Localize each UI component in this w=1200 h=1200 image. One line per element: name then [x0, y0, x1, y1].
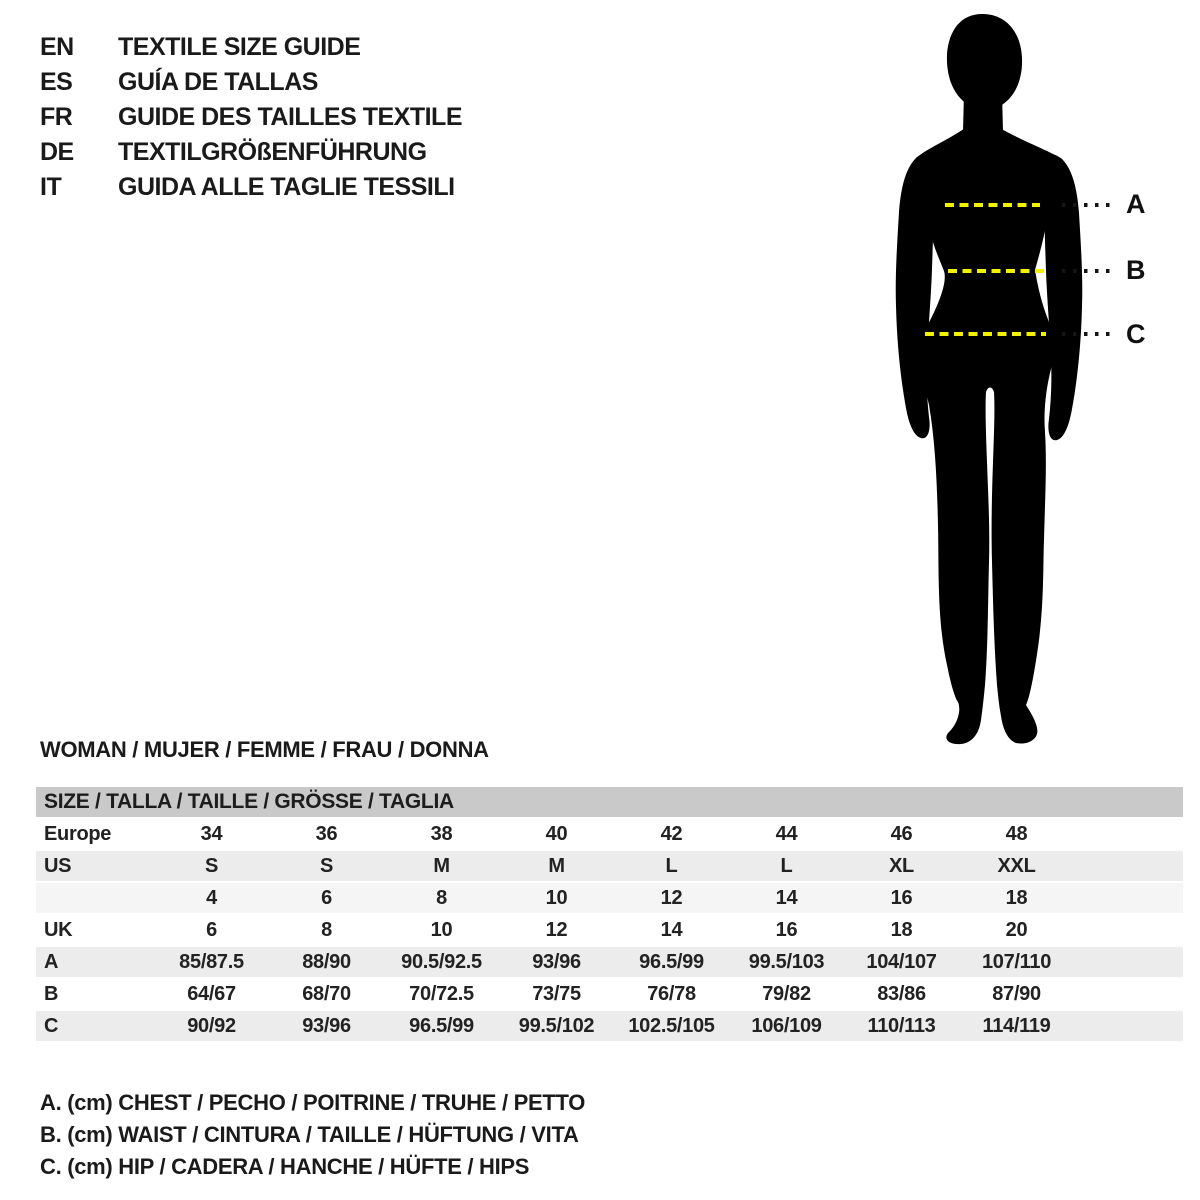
- size-cell: XXL: [959, 851, 1074, 881]
- size-cell: 104/107: [844, 947, 959, 977]
- language-label: TEXTILE SIZE GUIDE: [118, 33, 361, 61]
- table-row-europe: [36, 819, 1183, 849]
- size-cell: 38: [384, 819, 499, 849]
- size-cell: 12: [499, 915, 614, 945]
- size-cell: 10: [499, 883, 614, 913]
- size-cell: 10: [384, 915, 499, 945]
- size-cell: 18: [844, 915, 959, 945]
- size-cell: 70/72.5: [384, 979, 499, 1009]
- size-cell: 16: [729, 915, 844, 945]
- row-label: C: [36, 1011, 154, 1041]
- size-cell: 18: [959, 883, 1074, 913]
- table-row-waist: [36, 979, 1183, 1009]
- row-label: A: [36, 947, 154, 977]
- size-cell: 99.5/103: [729, 947, 844, 977]
- language-code: DE: [40, 138, 74, 166]
- size-cell: 76/78: [614, 979, 729, 1009]
- language-code: IT: [40, 173, 62, 201]
- row-label: Europe: [36, 819, 154, 849]
- section-title: WOMAN / MUJER / FEMME / FRAU / DONNA: [40, 737, 489, 762]
- size-cell: 107/110: [959, 947, 1074, 977]
- size-table-header: SIZE / TALLA / TAILLE / GRÖSSE / TAGLIA: [36, 787, 1183, 817]
- size-cell: 106/109: [729, 1011, 844, 1041]
- size-cell: 14: [614, 915, 729, 945]
- language-row: [40, 30, 860, 65]
- marker-label-a: A: [1126, 189, 1146, 219]
- size-cell: 96.5/99: [384, 1011, 499, 1041]
- row-label: UK: [36, 915, 154, 945]
- size-cell: 83/86: [844, 979, 959, 1009]
- size-cell: 114/119: [959, 1011, 1074, 1041]
- size-cell: 93/96: [499, 947, 614, 977]
- language-code: EN: [40, 33, 74, 61]
- table-row-chest: [36, 947, 1183, 977]
- language-label: GUIDA ALLE TAGLIE TESSILI: [118, 173, 455, 201]
- size-cell: 42: [614, 819, 729, 849]
- size-cell: 102.5/105: [614, 1011, 729, 1041]
- legend-line-waist: B. (cm) WAIST / CINTURA / TAILLE / HÜFTUNG / VITA: [40, 1122, 579, 1147]
- size-cell: M: [499, 851, 614, 881]
- size-cell: 14: [729, 883, 844, 913]
- language-row: [40, 65, 860, 100]
- size-cell: 90/92: [154, 1011, 269, 1041]
- size-cell: 90.5/92.5: [384, 947, 499, 977]
- leader-dots: [1062, 205, 1114, 334]
- language-label: GUIDE DES TAILLES TEXTILE: [118, 103, 463, 131]
- size-cell: 20: [959, 915, 1074, 945]
- row-label: US: [36, 851, 154, 881]
- size-cell: 48: [959, 819, 1074, 849]
- size-cell: 44: [729, 819, 844, 849]
- size-cell: 4: [154, 883, 269, 913]
- size-cell: 96.5/99: [614, 947, 729, 977]
- size-cell: XL: [844, 851, 959, 881]
- row-label: [36, 883, 154, 913]
- size-table: [36, 785, 1183, 1043]
- language-label: TEXTILGRÖßENFÜHRUNG: [118, 138, 427, 166]
- language-row: [40, 170, 860, 205]
- size-cell: 46: [844, 819, 959, 849]
- size-cell: L: [729, 851, 844, 881]
- table-row-us-numeric: [36, 883, 1183, 913]
- size-cell: 6: [269, 883, 384, 913]
- size-cell: 68/70: [269, 979, 384, 1009]
- size-cell: 34: [154, 819, 269, 849]
- size-cell: 93/96: [269, 1011, 384, 1041]
- size-table-header-row: [36, 787, 1183, 817]
- size-cell: 36: [269, 819, 384, 849]
- size-cell: 16: [844, 883, 959, 913]
- legend-line-hip: C. (cm) HIP / CADERA / HANCHE / HÜFTE / HIPS: [40, 1154, 530, 1179]
- table-row-hip: [36, 1011, 1183, 1041]
- size-cell: M: [384, 851, 499, 881]
- size-cell: 8: [384, 883, 499, 913]
- measurement-dashes: [925, 205, 1048, 334]
- size-cell: 87/90: [959, 979, 1074, 1009]
- size-cell: 6: [154, 915, 269, 945]
- size-cell: L: [614, 851, 729, 881]
- marker-label-b: B: [1126, 255, 1146, 285]
- measurement-legend: [40, 1087, 585, 1183]
- language-code: ES: [40, 68, 73, 96]
- size-cell: 99.5/102: [499, 1011, 614, 1041]
- table-row-uk: [36, 915, 1183, 945]
- size-cell: 85/87.5: [154, 947, 269, 977]
- language-row: [40, 135, 860, 170]
- language-row: [40, 100, 860, 135]
- language-title-list: [40, 30, 860, 205]
- size-cell: 40: [499, 819, 614, 849]
- size-cell: 73/75: [499, 979, 614, 1009]
- language-code: FR: [40, 103, 73, 131]
- legend-line-chest: A. (cm) CHEST / PECHO / POITRINE / TRUHE / PETTO: [40, 1090, 586, 1115]
- size-cell: 64/67: [154, 979, 269, 1009]
- size-cell: 8: [269, 915, 384, 945]
- size-cell: S: [154, 851, 269, 881]
- row-label: B: [36, 979, 154, 1009]
- marker-label-c: C: [1126, 319, 1146, 349]
- size-cell: 110/113: [844, 1011, 959, 1041]
- language-label: GUÍA DE TALLAS: [118, 68, 318, 96]
- size-cell: 79/82: [729, 979, 844, 1009]
- size-cell: 88/90: [269, 947, 384, 977]
- table-row-us: [36, 851, 1183, 881]
- size-cell: S: [269, 851, 384, 881]
- size-cell: 12: [614, 883, 729, 913]
